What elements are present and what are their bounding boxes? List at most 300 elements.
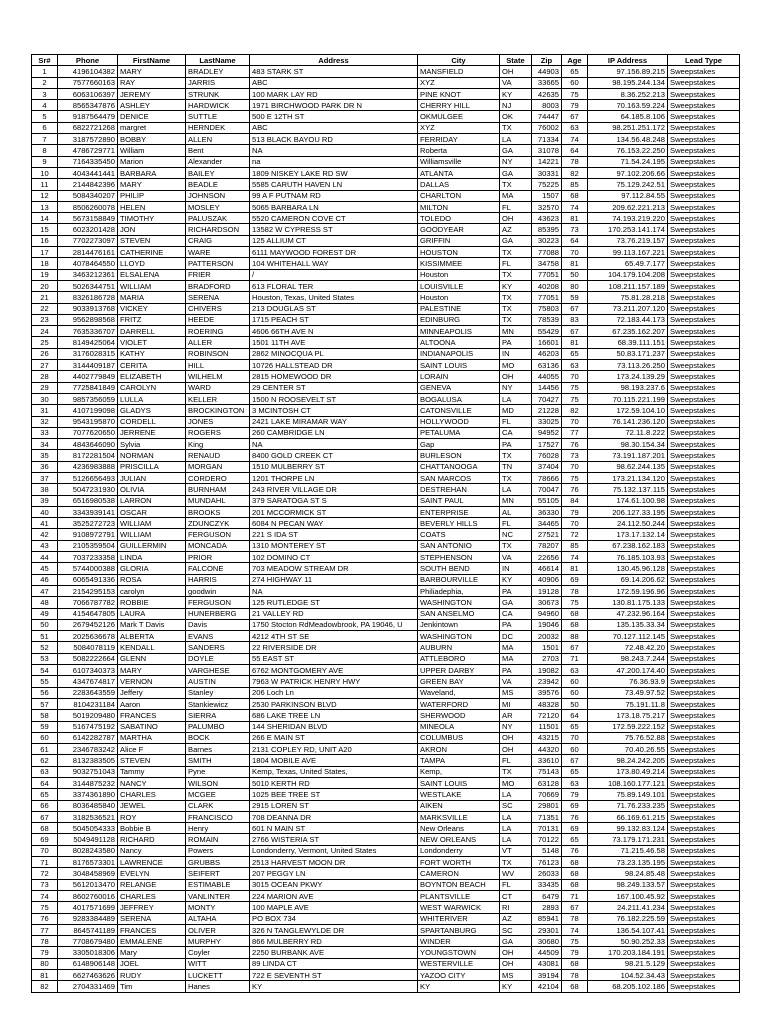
address-cell: 1971 BIRCHWOOD PARK DR N xyxy=(250,100,418,111)
state-cell: TX xyxy=(500,857,532,868)
lead-type-cell: Sweepstakes xyxy=(668,981,740,992)
sr-cell: 13 xyxy=(32,201,58,212)
address-cell: 613 FLORAL TER xyxy=(250,280,418,291)
table-row xyxy=(32,857,740,868)
age-cell: 78 xyxy=(562,913,588,924)
firstname-cell: Aaron xyxy=(118,698,186,709)
lead-type-cell: Sweepstakes xyxy=(668,495,740,506)
address-cell: 1201 THORPE LN xyxy=(250,472,418,483)
phone-cell: 3182536521 xyxy=(58,811,118,822)
address-cell: 686 LAKE TREE LN xyxy=(250,710,418,721)
address-cell: 500 E 12TH ST xyxy=(250,111,418,122)
firstname-cell: ASHLEY xyxy=(118,100,186,111)
state-cell: MS xyxy=(500,687,532,698)
address-cell: 2513 HARVEST MOON DR xyxy=(250,857,418,868)
firstname-cell: RICHARD xyxy=(118,834,186,845)
sr-cell: 77 xyxy=(32,924,58,935)
ip-address-cell: 173.24.139.29 xyxy=(588,371,668,382)
lead-type-cell: Sweepstakes xyxy=(668,303,740,314)
age-cell: 67 xyxy=(562,303,588,314)
state-cell: TX xyxy=(500,179,532,190)
sr-cell: 67 xyxy=(32,811,58,822)
ip-address-cell: 72.183.44.173 xyxy=(588,314,668,325)
address-cell: 125 RUTLEDGE ST xyxy=(250,597,418,608)
ip-address-cell: 98.243.7.244 xyxy=(588,653,668,664)
age-cell: 78 xyxy=(562,585,588,596)
zip-cell: 19082 xyxy=(532,665,562,676)
table-body xyxy=(32,66,740,992)
city-cell: LOUISVILLE xyxy=(418,280,500,291)
phone-cell: 4347674817 xyxy=(58,676,118,687)
lastname-cell: Bent xyxy=(186,145,250,156)
address-cell: 326 N TANGLEWYLDE DR xyxy=(250,924,418,935)
lead-type-cell: Sweepstakes xyxy=(668,529,740,540)
zip-cell: 71351 xyxy=(532,811,562,822)
zip-cell: 26033 xyxy=(532,868,562,879)
phone-cell: 9108972791 xyxy=(58,529,118,540)
zip-cell: 20032 xyxy=(532,631,562,642)
phone-cell: 2704331469 xyxy=(58,981,118,992)
city-cell: PLANTSVILLE xyxy=(418,890,500,901)
city-cell: MINNEAPOLIS xyxy=(418,326,500,337)
lead-type-cell: Sweepstakes xyxy=(668,619,740,630)
ip-address-cell: 67.238.162.183 xyxy=(588,540,668,551)
lead-type-cell: Sweepstakes xyxy=(668,585,740,596)
address-cell: 5585 CARUTH HAVEN LN xyxy=(250,179,418,190)
phone-cell: 5084340207 xyxy=(58,190,118,201)
age-cell: 81 xyxy=(562,213,588,224)
phone-cell: 8565347876 xyxy=(58,100,118,111)
firstname-cell: LAURA xyxy=(118,608,186,619)
ip-address-cell: 172.59.104.10 xyxy=(588,405,668,416)
lead-type-cell: Sweepstakes xyxy=(668,789,740,800)
ip-address-cell: 50.83.171.237 xyxy=(588,348,668,359)
sr-cell: 65 xyxy=(32,789,58,800)
firstname-cell: WILLIAM xyxy=(118,529,186,540)
age-cell: 67 xyxy=(562,755,588,766)
city-cell: Londonderry xyxy=(418,845,500,856)
state-cell: MO xyxy=(500,360,532,371)
address-cell: 7963 W PATRICK HENRY HWY xyxy=(250,676,418,687)
age-cell: 78 xyxy=(562,156,588,167)
lead-type-cell: Sweepstakes xyxy=(668,314,740,325)
state-cell: TN xyxy=(500,461,532,472)
lastname-cell: Hanes xyxy=(186,981,250,992)
table-row xyxy=(32,337,740,348)
table-row xyxy=(32,529,740,540)
phone-cell: 7066787782 xyxy=(58,597,118,608)
city-cell: Houston xyxy=(418,269,500,280)
state-cell: FL xyxy=(500,201,532,212)
city-cell: AIKEN xyxy=(418,800,500,811)
lead-type-cell: Sweepstakes xyxy=(668,857,740,868)
phone-cell: 4154647805 xyxy=(58,608,118,619)
phone-cell: 7725841849 xyxy=(58,382,118,393)
state-cell: GA xyxy=(500,936,532,947)
age-cell: 72 xyxy=(562,529,588,540)
sr-cell: 36 xyxy=(32,461,58,472)
zip-cell: 76002 xyxy=(532,122,562,133)
zip-cell: 39194 xyxy=(532,970,562,981)
lastname-cell: CORDERO xyxy=(186,472,250,483)
sr-cell: 54 xyxy=(32,665,58,676)
lastname-cell: BAILEY xyxy=(186,167,250,178)
lead-type-cell: Sweepstakes xyxy=(668,834,740,845)
state-cell: WV xyxy=(500,868,532,879)
ip-address-cell: 97.156.89.215 xyxy=(588,66,668,77)
phone-cell: 5049491128 xyxy=(58,834,118,845)
city-cell: WASHINGTON xyxy=(418,631,500,642)
phone-cell: 3144875232 xyxy=(58,778,118,789)
zip-cell: 29301 xyxy=(532,924,562,935)
city-cell: Williamsville xyxy=(418,156,500,167)
lastname-cell: CLARK xyxy=(186,800,250,811)
firstname-cell: LARRON xyxy=(118,495,186,506)
age-cell: 60 xyxy=(562,744,588,755)
state-cell: MO xyxy=(500,778,532,789)
firstname-cell: BOBBY xyxy=(118,134,186,145)
table-row xyxy=(32,134,740,145)
address-cell: 213 DOUGLAS ST xyxy=(250,303,418,314)
firstname-cell: Jeffery xyxy=(118,687,186,698)
address-cell: 144 SHERIDAN BLVD xyxy=(250,721,418,732)
zip-cell: 33435 xyxy=(532,879,562,890)
age-cell: 68 xyxy=(562,879,588,890)
phone-cell: 8132383505 xyxy=(58,755,118,766)
ip-address-cell: 71.54.24.195 xyxy=(588,156,668,167)
lastname-cell: PALUSZAK xyxy=(186,213,250,224)
address-cell: 2815 HOMEWOOD DR xyxy=(250,371,418,382)
firstname-cell: FRITZ xyxy=(118,314,186,325)
table-row xyxy=(32,958,740,969)
age-cell: 74 xyxy=(562,134,588,145)
city-cell: GREEN BAY xyxy=(418,676,500,687)
lastname-cell: CHIVERS xyxy=(186,303,250,314)
phone-cell: 2105359504 xyxy=(58,540,118,551)
sr-cell: 19 xyxy=(32,269,58,280)
phone-cell: 4236983888 xyxy=(58,461,118,472)
sr-cell: 58 xyxy=(32,710,58,721)
lastname-cell: OLIVER xyxy=(186,924,250,935)
state-cell: PA xyxy=(500,619,532,630)
city-cell: AKRON xyxy=(418,744,500,755)
sr-cell: 34 xyxy=(32,439,58,450)
firstname-cell: FRANCES xyxy=(118,924,186,935)
sr-cell: 76 xyxy=(32,913,58,924)
firstname-cell: Tim xyxy=(118,981,186,992)
city-cell: TAMPA xyxy=(418,755,500,766)
zip-cell: 78539 xyxy=(532,314,562,325)
age-cell: 81 xyxy=(562,258,588,269)
address-cell: 6084 N PECAN WAY xyxy=(250,518,418,529)
lastname-cell: JARRIS xyxy=(186,77,250,88)
age-cell: 60 xyxy=(562,687,588,698)
lead-type-cell: Sweepstakes xyxy=(668,676,740,687)
lead-type-cell: Sweepstakes xyxy=(668,574,740,585)
ip-address-cell: 76.141.236.120 xyxy=(588,416,668,427)
sr-cell: 40 xyxy=(32,506,58,517)
age-cell: 63 xyxy=(562,778,588,789)
sr-cell: 3 xyxy=(32,88,58,99)
ip-address-cell: 66.169.61.215 xyxy=(588,811,668,822)
age-cell: 73 xyxy=(562,224,588,235)
ip-address-cell: 98.249.133.57 xyxy=(588,879,668,890)
firstname-cell: NORMAN xyxy=(118,450,186,461)
address-cell: 55 EAST ST xyxy=(250,653,418,664)
lastname-cell: HERNDEK xyxy=(186,122,250,133)
table-row xyxy=(32,608,740,619)
city-cell: New Orleans xyxy=(418,823,500,834)
firstname-cell: CHARLES xyxy=(118,789,186,800)
lead-type-cell: Sweepstakes xyxy=(668,201,740,212)
phone-cell: 7577660163 xyxy=(58,77,118,88)
table-row xyxy=(32,936,740,947)
state-cell: GA xyxy=(500,145,532,156)
ip-address-cell: 72.48.42.20 xyxy=(588,642,668,653)
firstname-cell: GLORIA xyxy=(118,563,186,574)
zip-cell: 77051 xyxy=(532,269,562,280)
lead-type-cell: Sweepstakes xyxy=(668,122,740,133)
city-cell: SAN ANTONIO xyxy=(418,540,500,551)
age-cell: 60 xyxy=(562,676,588,687)
lead-type-cell: Sweepstakes xyxy=(668,653,740,664)
zip-cell: 75225 xyxy=(532,179,562,190)
zip-cell: 34465 xyxy=(532,518,562,529)
firstname-cell: VERNON xyxy=(118,676,186,687)
address-cell: Londonderry, Vermont, United States xyxy=(250,845,418,856)
sr-cell: 43 xyxy=(32,540,58,551)
firstname-cell: JON xyxy=(118,224,186,235)
firstname-cell: FRANCES xyxy=(118,710,186,721)
firstname-cell: MARTHA xyxy=(118,732,186,743)
firstname-cell: GUILLERMIN xyxy=(118,540,186,551)
age-cell: 79 xyxy=(562,506,588,517)
ip-address-cell: 24.112.50.244 xyxy=(588,518,668,529)
zip-cell: 77088 xyxy=(532,247,562,258)
firstname-cell: Nancy xyxy=(118,845,186,856)
age-cell: 69 xyxy=(562,823,588,834)
lead-type-header: Lead Type xyxy=(668,55,740,66)
sr-cell: 73 xyxy=(32,879,58,890)
table-row xyxy=(32,258,740,269)
lead-type-cell: Sweepstakes xyxy=(668,484,740,495)
ip-address-cell: 75.191.11.8 xyxy=(588,698,668,709)
firstname-cell: EMMALENE xyxy=(118,936,186,947)
lead-type-cell: Sweepstakes xyxy=(668,100,740,111)
lastname-cell: BRADFORD xyxy=(186,280,250,291)
firstname-cell: LLOYD xyxy=(118,258,186,269)
city-cell: OKMULGEE xyxy=(418,111,500,122)
age-cell: 84 xyxy=(562,495,588,506)
city-cell: AUBURN xyxy=(418,642,500,653)
lastname-cell: goodwin xyxy=(186,585,250,596)
table-header xyxy=(32,55,740,66)
state-cell: PA xyxy=(500,439,532,450)
city-cell: INDIANAPOLIS xyxy=(418,348,500,359)
lastname-cell: SUTTLE xyxy=(186,111,250,122)
lastname-cell: JONES xyxy=(186,416,250,427)
state-cell: FL xyxy=(500,258,532,269)
sr-cell: 41 xyxy=(32,518,58,529)
age-cell: 88 xyxy=(562,631,588,642)
zip-cell: 6479 xyxy=(532,890,562,901)
sr-cell: 25 xyxy=(32,337,58,348)
ip-address-cell: 75.89.149.101 xyxy=(588,789,668,800)
lead-type-cell: Sweepstakes xyxy=(668,371,740,382)
sr-cell: 7 xyxy=(32,134,58,145)
zip-cell: 2893 xyxy=(532,902,562,913)
lastname-cell: FALCONE xyxy=(186,563,250,574)
city-cell: ATTLEBORO xyxy=(418,653,500,664)
firstname-cell: LAWRENCE xyxy=(118,857,186,868)
age-cell: 75 xyxy=(562,382,588,393)
address-cell: 29 CENTER ST xyxy=(250,382,418,393)
lead-type-cell: Sweepstakes xyxy=(668,766,740,777)
ip-address-cell: 73.76.219.157 xyxy=(588,235,668,246)
city-cell: WESTLAKE xyxy=(418,789,500,800)
lead-type-cell: Sweepstakes xyxy=(668,416,740,427)
ip-address-cell: 73.113.26.250 xyxy=(588,360,668,371)
phone-cell: 9032751043 xyxy=(58,766,118,777)
lead-type-cell: Sweepstakes xyxy=(668,179,740,190)
lead-type-cell: Sweepstakes xyxy=(668,360,740,371)
sr-cell: 50 xyxy=(32,619,58,630)
phone-cell: 9562898568 xyxy=(58,314,118,325)
sr-cell: 44 xyxy=(32,552,58,563)
lastname-cell: HUNERBERG xyxy=(186,608,250,619)
ip-address-cell: 70.115.221.199 xyxy=(588,393,668,404)
age-cell: 68 xyxy=(562,190,588,201)
lastname-cell: HEEDE xyxy=(186,314,250,325)
ip-address-cell: 76.185.103.93 xyxy=(588,552,668,563)
sr-cell: 56 xyxy=(32,687,58,698)
phone-cell: 8172281504 xyxy=(58,450,118,461)
ip-address-cell: 97.102.206.66 xyxy=(588,167,668,178)
sr-cell: 49 xyxy=(32,608,58,619)
city-cell: FORT WORTH xyxy=(418,857,500,868)
table-row xyxy=(32,518,740,529)
phone-cell: 3144409187 xyxy=(58,360,118,371)
zip-cell: 70669 xyxy=(532,789,562,800)
city-cell: FERRIDAY xyxy=(418,134,500,145)
table-row xyxy=(32,665,740,676)
phone-cell: 6516980538 xyxy=(58,495,118,506)
table-row xyxy=(32,314,740,325)
city-cell: YAZOO CITY xyxy=(418,970,500,981)
zip-cell: 17527 xyxy=(532,439,562,450)
state-cell: FL xyxy=(500,518,532,529)
zip-cell: 77051 xyxy=(532,292,562,303)
leads-table xyxy=(31,54,740,993)
table-row xyxy=(32,642,740,653)
phone-cell: 5084078119 xyxy=(58,642,118,653)
firstname-cell: MARY xyxy=(118,179,186,190)
lastname-cell: DOYLE xyxy=(186,653,250,664)
phone-cell: 6065491336 xyxy=(58,574,118,585)
zip-cell: 44509 xyxy=(532,947,562,958)
lead-type-cell: Sweepstakes xyxy=(668,258,740,269)
state-cell: TX xyxy=(500,472,532,483)
city-cell: ENTERPRISE xyxy=(418,506,500,517)
lastname-cell: SEIFERT xyxy=(186,868,250,879)
table-row xyxy=(32,280,740,291)
firstname-cell: MARIA xyxy=(118,292,186,303)
firstname-cell: MARY xyxy=(118,66,186,77)
lastname-header: LastName xyxy=(186,55,250,66)
age-cell: 68 xyxy=(562,868,588,879)
sr-cell: 33 xyxy=(32,427,58,438)
address-cell: 4606 66TH AVE N xyxy=(250,326,418,337)
lastname-cell: Coyler xyxy=(186,947,250,958)
lead-type-cell: Sweepstakes xyxy=(668,134,740,145)
address-cell: NA xyxy=(250,439,418,450)
ip-address-cell: 172.59.222.152 xyxy=(588,721,668,732)
lead-type-cell: Sweepstakes xyxy=(668,427,740,438)
lead-type-cell: Sweepstakes xyxy=(668,845,740,856)
sr-cell: 75 xyxy=(32,902,58,913)
zip-cell: 55105 xyxy=(532,495,562,506)
firstname-cell: WILLIAM xyxy=(118,518,186,529)
lastname-cell: HILL xyxy=(186,360,250,371)
lead-type-cell: Sweepstakes xyxy=(668,518,740,529)
sr-cell: 15 xyxy=(32,224,58,235)
city-cell: WESTERVILLE xyxy=(418,958,500,969)
zip-cell: 70122 xyxy=(532,834,562,845)
age-cell: 64 xyxy=(562,145,588,156)
state-cell: AZ xyxy=(500,913,532,924)
sr-cell: 61 xyxy=(32,744,58,755)
city-cell: BARBOURVILLE xyxy=(418,574,500,585)
zip-cell: 46203 xyxy=(532,348,562,359)
zip-cell: 85941 xyxy=(532,913,562,924)
lead-type-cell: Sweepstakes xyxy=(668,269,740,280)
sr-cell: 82 xyxy=(32,981,58,992)
lastname-cell: BOCK xyxy=(186,732,250,743)
city-cell: LORAIN xyxy=(418,371,500,382)
address-cell: 1804 MOBILE AVE xyxy=(250,755,418,766)
sr-cell: 71 xyxy=(32,857,58,868)
city-cell: BEVERLY HILLS xyxy=(418,518,500,529)
age-cell: 67 xyxy=(562,902,588,913)
age-cell: 71 xyxy=(562,653,588,664)
age-cell: 70 xyxy=(562,732,588,743)
firstname-cell: ROY xyxy=(118,811,186,822)
ip-address-cell: 65.49.7.177 xyxy=(588,258,668,269)
zip-cell: 70047 xyxy=(532,484,562,495)
lead-type-cell: Sweepstakes xyxy=(668,190,740,201)
lead-type-cell: Sweepstakes xyxy=(668,687,740,698)
state-header: State xyxy=(500,55,532,66)
age-cell: 69 xyxy=(562,800,588,811)
zip-cell: 72120 xyxy=(532,710,562,721)
state-cell: MI xyxy=(500,698,532,709)
sr-cell: 23 xyxy=(32,314,58,325)
phone-header: Phone xyxy=(58,55,118,66)
firstname-cell: DARRELL xyxy=(118,326,186,337)
sr-cell: 18 xyxy=(32,258,58,269)
sr-header: Sr# xyxy=(32,55,58,66)
lead-type-cell: Sweepstakes xyxy=(668,732,740,743)
lastname-cell: ZDUNCZYK xyxy=(186,518,250,529)
ip-address-cell: 173.80.49.214 xyxy=(588,766,668,777)
ip-address-cell: 70.40.26.55 xyxy=(588,744,668,755)
address-cell: 3 MCINTOSH CT xyxy=(250,405,418,416)
lastname-cell: Henry xyxy=(186,823,250,834)
state-cell: LA xyxy=(500,823,532,834)
state-cell: OH xyxy=(500,66,532,77)
state-cell: NY xyxy=(500,156,532,167)
city-cell: MILTON xyxy=(418,201,500,212)
